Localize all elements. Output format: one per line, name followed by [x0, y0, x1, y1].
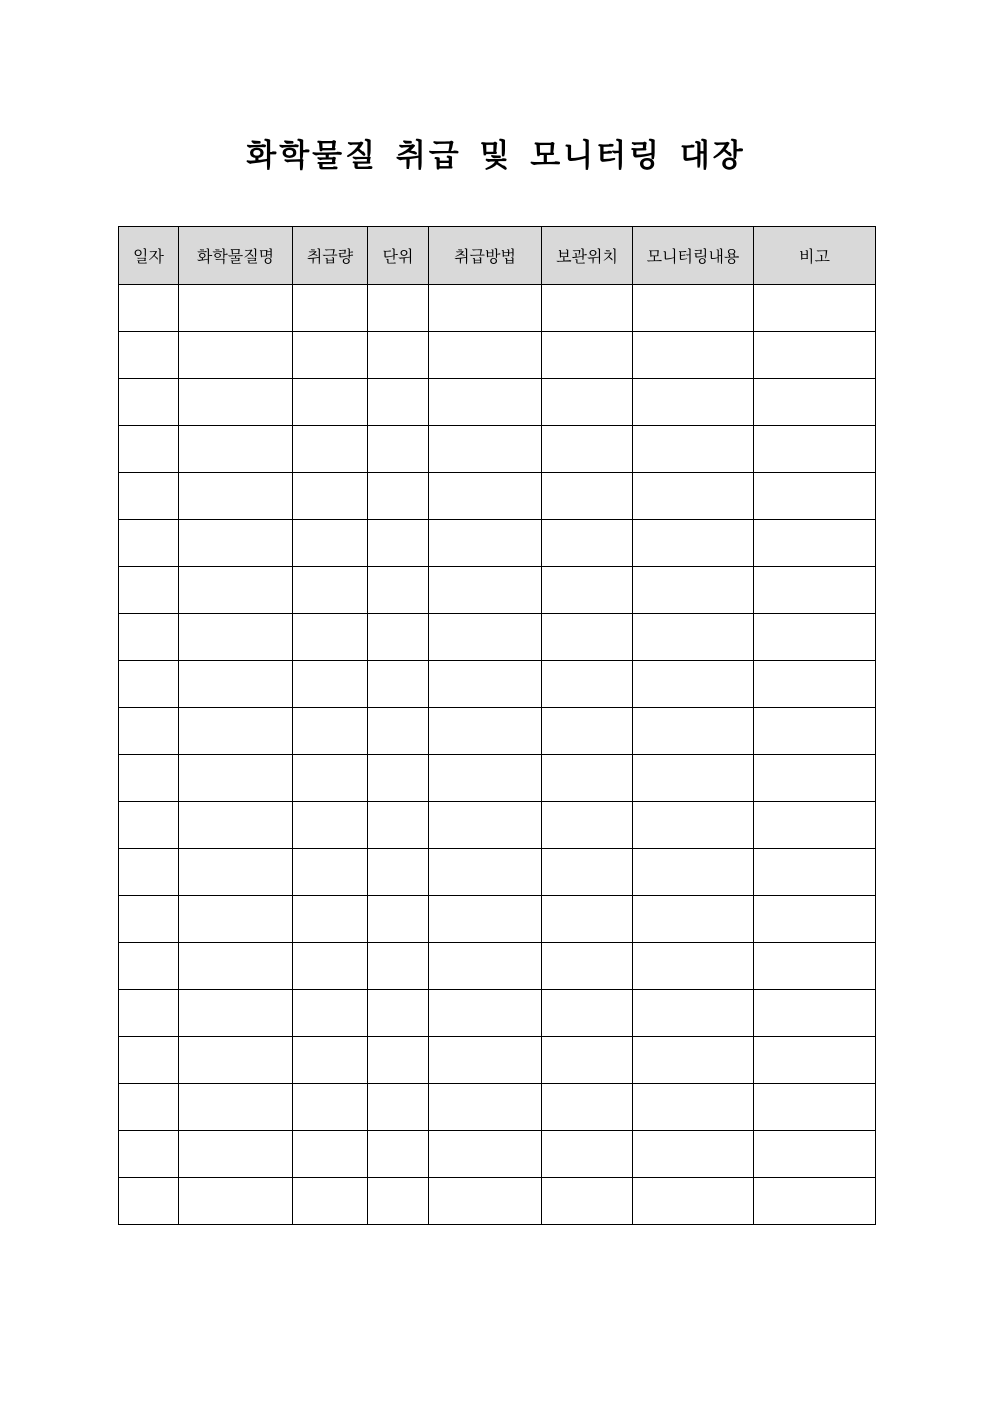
cell-remarks[interactable]: [754, 285, 876, 332]
cell-quantity[interactable]: [293, 379, 368, 426]
cell-chemical-name[interactable]: [179, 567, 293, 614]
cell-monitoring-details[interactable]: [633, 426, 754, 473]
cell-handling-method[interactable]: [429, 520, 542, 567]
cell-storage-location[interactable]: [542, 1037, 633, 1084]
cell-handling-method[interactable]: [429, 943, 542, 990]
cell-storage-location[interactable]: [542, 520, 633, 567]
cell-unit[interactable]: [368, 426, 429, 473]
cell-quantity[interactable]: [293, 426, 368, 473]
cell-date[interactable]: [119, 285, 179, 332]
column-header-storage-location: 보관위치: [542, 227, 633, 285]
cell-unit[interactable]: [368, 520, 429, 567]
cell-monitoring-details[interactable]: [633, 1037, 754, 1084]
cell-storage-location[interactable]: [542, 708, 633, 755]
cell-date[interactable]: [119, 520, 179, 567]
cell-remarks[interactable]: [754, 755, 876, 802]
cell-remarks[interactable]: [754, 520, 876, 567]
chemical-ledger-table: [118, 226, 876, 1225]
cell-monitoring-details[interactable]: [633, 1178, 754, 1225]
cell-storage-location[interactable]: [542, 332, 633, 379]
cell-storage-location[interactable]: [542, 379, 633, 426]
cell-unit[interactable]: [368, 1037, 429, 1084]
cell-unit[interactable]: [368, 755, 429, 802]
cell-storage-location[interactable]: [542, 567, 633, 614]
cell-remarks[interactable]: [754, 661, 876, 708]
cell-date[interactable]: [119, 1131, 179, 1178]
cell-date[interactable]: [119, 379, 179, 426]
cell-remarks[interactable]: [754, 1131, 876, 1178]
cell-unit[interactable]: [368, 661, 429, 708]
cell-unit[interactable]: [368, 1084, 429, 1131]
cell-storage-location[interactable]: [542, 661, 633, 708]
table-row: [119, 896, 876, 943]
cell-chemical-name[interactable]: [179, 1084, 293, 1131]
table-row: [119, 990, 876, 1037]
table-row: [119, 520, 876, 567]
table-row: [119, 1037, 876, 1084]
cell-monitoring-details[interactable]: [633, 849, 754, 896]
table-row: [119, 426, 876, 473]
cell-handling-method[interactable]: [429, 708, 542, 755]
cell-chemical-name[interactable]: [179, 802, 293, 849]
cell-storage-location[interactable]: [542, 755, 633, 802]
cell-storage-location[interactable]: [542, 614, 633, 661]
cell-handling-method[interactable]: [429, 567, 542, 614]
cell-date[interactable]: [119, 1037, 179, 1084]
cell-chemical-name[interactable]: [179, 379, 293, 426]
cell-chemical-name[interactable]: [179, 332, 293, 379]
cell-handling-method[interactable]: [429, 1178, 542, 1225]
cell-chemical-name[interactable]: [179, 1131, 293, 1178]
cell-unit[interactable]: [368, 614, 429, 661]
cell-unit[interactable]: [368, 567, 429, 614]
cell-unit[interactable]: [368, 473, 429, 520]
cell-quantity[interactable]: [293, 943, 368, 990]
table-row: [119, 1178, 876, 1225]
table-row: [119, 285, 876, 332]
cell-monitoring-details[interactable]: [633, 567, 754, 614]
cell-unit[interactable]: [368, 332, 429, 379]
cell-quantity[interactable]: [293, 708, 368, 755]
cell-quantity[interactable]: [293, 1037, 368, 1084]
cell-handling-method[interactable]: [429, 896, 542, 943]
cell-remarks[interactable]: [754, 849, 876, 896]
cell-chemical-name[interactable]: [179, 943, 293, 990]
column-header-unit: 단위: [368, 227, 429, 285]
cell-quantity[interactable]: [293, 896, 368, 943]
cell-chemical-name[interactable]: [179, 990, 293, 1037]
cell-monitoring-details[interactable]: [633, 1131, 754, 1178]
cell-remarks[interactable]: [754, 708, 876, 755]
column-header-monitoring-details: 모니터링내용: [633, 227, 754, 285]
table-row: [119, 943, 876, 990]
cell-date[interactable]: [119, 849, 179, 896]
cell-chemical-name[interactable]: [179, 285, 293, 332]
cell-quantity[interactable]: [293, 1084, 368, 1131]
cell-quantity[interactable]: [293, 1178, 368, 1225]
cell-date[interactable]: [119, 896, 179, 943]
cell-remarks[interactable]: [754, 614, 876, 661]
cell-remarks[interactable]: [754, 802, 876, 849]
cell-handling-method[interactable]: [429, 426, 542, 473]
cell-chemical-name[interactable]: [179, 755, 293, 802]
cell-date[interactable]: [119, 426, 179, 473]
cell-storage-location[interactable]: [542, 285, 633, 332]
page-title: 화학물질 취급 및 모니터링 대장: [246, 138, 746, 174]
cell-handling-method[interactable]: [429, 755, 542, 802]
cell-quantity[interactable]: [293, 285, 368, 332]
table-row: [119, 802, 876, 849]
cell-unit[interactable]: [368, 1178, 429, 1225]
table-row: [119, 473, 876, 520]
cell-remarks[interactable]: [754, 379, 876, 426]
cell-chemical-name[interactable]: [179, 708, 293, 755]
table-row: [119, 708, 876, 755]
cell-quantity[interactable]: [293, 802, 368, 849]
cell-date[interactable]: [119, 661, 179, 708]
cell-storage-location[interactable]: [542, 473, 633, 520]
cell-monitoring-details[interactable]: [633, 332, 754, 379]
cell-quantity[interactable]: [293, 520, 368, 567]
cell-remarks[interactable]: [754, 567, 876, 614]
cell-chemical-name[interactable]: [179, 1178, 293, 1225]
cell-storage-location[interactable]: [542, 802, 633, 849]
cell-chemical-name[interactable]: [179, 1037, 293, 1084]
table-row: [119, 332, 876, 379]
cell-remarks[interactable]: [754, 332, 876, 379]
table-row: [119, 661, 876, 708]
cell-date[interactable]: [119, 943, 179, 990]
cell-remarks[interactable]: [754, 473, 876, 520]
table-row: [119, 614, 876, 661]
cell-date[interactable]: [119, 473, 179, 520]
cell-unit[interactable]: [368, 849, 429, 896]
cell-handling-method[interactable]: [429, 379, 542, 426]
cell-remarks[interactable]: [754, 990, 876, 1037]
cell-monitoring-details[interactable]: [633, 614, 754, 661]
cell-handling-method[interactable]: [429, 802, 542, 849]
cell-handling-method[interactable]: [429, 849, 542, 896]
cell-date[interactable]: [119, 802, 179, 849]
cell-date[interactable]: [119, 755, 179, 802]
cell-storage-location[interactable]: [542, 849, 633, 896]
cell-quantity[interactable]: [293, 567, 368, 614]
cell-storage-location[interactable]: [542, 990, 633, 1037]
table-row: [119, 755, 876, 802]
cell-handling-method[interactable]: [429, 1037, 542, 1084]
column-header-date: 일자: [119, 227, 179, 285]
cell-unit[interactable]: [368, 708, 429, 755]
cell-quantity[interactable]: [293, 849, 368, 896]
cell-unit[interactable]: [368, 1131, 429, 1178]
cell-remarks[interactable]: [754, 1084, 876, 1131]
cell-storage-location[interactable]: [542, 943, 633, 990]
cell-handling-method[interactable]: [429, 332, 542, 379]
cell-handling-method[interactable]: [429, 1084, 542, 1131]
cell-storage-location[interactable]: [542, 1084, 633, 1131]
cell-date[interactable]: [119, 990, 179, 1037]
table-row: [119, 1084, 876, 1131]
cell-quantity[interactable]: [293, 473, 368, 520]
cell-remarks[interactable]: [754, 1037, 876, 1084]
cell-remarks[interactable]: [754, 896, 876, 943]
table-row: [119, 849, 876, 896]
cell-unit[interactable]: [368, 379, 429, 426]
cell-storage-location[interactable]: [542, 426, 633, 473]
table-row: [119, 567, 876, 614]
cell-handling-method[interactable]: [429, 614, 542, 661]
cell-remarks[interactable]: [754, 1178, 876, 1225]
cell-monitoring-details[interactable]: [633, 943, 754, 990]
cell-monitoring-details[interactable]: [633, 708, 754, 755]
cell-quantity[interactable]: [293, 332, 368, 379]
column-header-quantity: 취급량: [293, 227, 368, 285]
cell-chemical-name[interactable]: [179, 896, 293, 943]
cell-quantity[interactable]: [293, 1131, 368, 1178]
cell-storage-location[interactable]: [542, 896, 633, 943]
cell-chemical-name[interactable]: [179, 849, 293, 896]
ledger-body: [119, 285, 876, 1225]
cell-chemical-name[interactable]: [179, 426, 293, 473]
cell-monitoring-details[interactable]: [633, 379, 754, 426]
cell-monitoring-details[interactable]: [633, 896, 754, 943]
cell-monitoring-details[interactable]: [633, 661, 754, 708]
cell-remarks[interactable]: [754, 943, 876, 990]
cell-handling-method[interactable]: [429, 473, 542, 520]
cell-quantity[interactable]: [293, 755, 368, 802]
cell-unit[interactable]: [368, 802, 429, 849]
table-row: [119, 1131, 876, 1178]
cell-quantity[interactable]: [293, 614, 368, 661]
cell-unit[interactable]: [368, 896, 429, 943]
cell-date[interactable]: [119, 1178, 179, 1225]
cell-quantity[interactable]: [293, 990, 368, 1037]
cell-chemical-name[interactable]: [179, 661, 293, 708]
cell-handling-method[interactable]: [429, 1131, 542, 1178]
column-header-chemical-name: 화학물질명: [179, 227, 293, 285]
cell-chemical-name[interactable]: [179, 520, 293, 567]
cell-monitoring-details[interactable]: [633, 802, 754, 849]
cell-date[interactable]: [119, 614, 179, 661]
header-row: [119, 227, 876, 285]
cell-unit[interactable]: [368, 285, 429, 332]
cell-storage-location[interactable]: [542, 1131, 633, 1178]
cell-chemical-name[interactable]: [179, 614, 293, 661]
cell-monitoring-details[interactable]: [633, 990, 754, 1037]
cell-date[interactable]: [119, 1084, 179, 1131]
cell-date[interactable]: [119, 708, 179, 755]
cell-monitoring-details[interactable]: [633, 285, 754, 332]
table-row: [119, 379, 876, 426]
column-header-handling-method: 취급방법: [429, 227, 542, 285]
column-header-remarks: 비고: [754, 227, 876, 285]
cell-quantity[interactable]: [293, 661, 368, 708]
cell-monitoring-details[interactable]: [633, 520, 754, 567]
cell-date[interactable]: [119, 332, 179, 379]
cell-unit[interactable]: [368, 990, 429, 1037]
cell-handling-method[interactable]: [429, 990, 542, 1037]
cell-remarks[interactable]: [754, 426, 876, 473]
cell-handling-method[interactable]: [429, 661, 542, 708]
cell-monitoring-details[interactable]: [633, 473, 754, 520]
cell-unit[interactable]: [368, 943, 429, 990]
cell-date[interactable]: [119, 567, 179, 614]
cell-storage-location[interactable]: [542, 1178, 633, 1225]
cell-chemical-name[interactable]: [179, 473, 293, 520]
cell-monitoring-details[interactable]: [633, 755, 754, 802]
cell-monitoring-details[interactable]: [633, 1084, 754, 1131]
cell-handling-method[interactable]: [429, 285, 542, 332]
